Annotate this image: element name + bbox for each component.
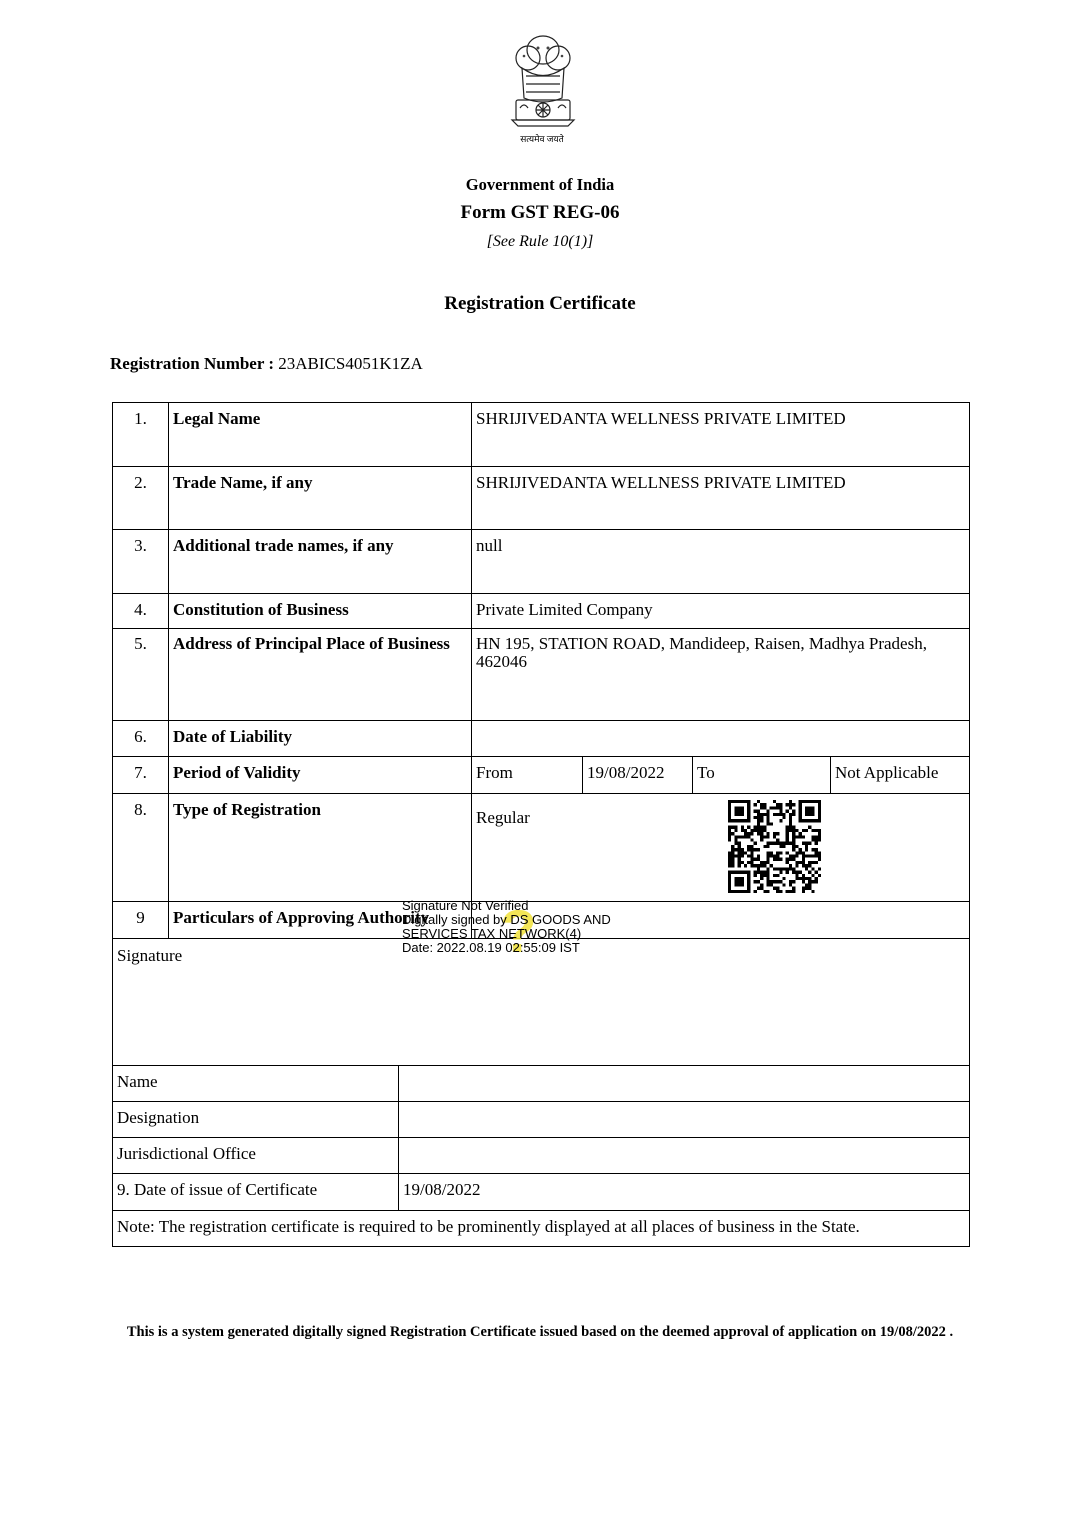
registration-number-value: 23ABICS4051K1ZA	[278, 354, 423, 373]
row-number: 6.	[113, 721, 169, 757]
row-label: Type of Registration	[169, 794, 472, 902]
row-number: 1.	[113, 403, 169, 467]
table-row-type-of-registration	[113, 794, 970, 902]
table-row-note	[113, 1211, 970, 1247]
display-note: Note: The registration certificate is required to be prominently displayed at all places of business in the State.	[113, 1211, 970, 1247]
validity-to-date: Not Applicable	[831, 757, 970, 794]
row-number: 7.	[113, 757, 169, 794]
row-number: 3.	[113, 530, 169, 594]
row-value: Private Limited Company	[472, 594, 970, 629]
designation-label: Designation	[113, 1102, 399, 1138]
row-label: Period of Validity	[169, 757, 472, 794]
page-title: Registration Certificate	[444, 293, 636, 314]
question-mark-icon: ?	[500, 898, 537, 965]
table-row-legal-name	[113, 403, 970, 467]
row-label: Constitution of Business	[169, 594, 472, 629]
table-row-date-of-issue	[113, 1174, 970, 1211]
designation-value	[399, 1102, 970, 1138]
table-row-name	[113, 1066, 970, 1102]
registration-number-line	[110, 354, 423, 374]
table-row-designation	[113, 1102, 970, 1138]
table-row-constitution	[113, 594, 970, 629]
office-label: Jurisdictional Office	[113, 1138, 399, 1174]
name-label: Name	[113, 1066, 399, 1102]
row-number: 2.	[113, 467, 169, 530]
rule-reference: [See Rule 10(1)]	[486, 233, 594, 250]
row-value: SHRIJIVEDANTA WELLNESS PRIVATE LIMITED	[472, 467, 970, 530]
row-label: Date of Liability	[169, 721, 472, 757]
issue-date-label: 9. Date of issue of Certificate	[113, 1174, 399, 1211]
issue-date-value: 19/08/2022	[399, 1174, 970, 1211]
row-value: Regular	[472, 794, 970, 902]
validity-from-date: 19/08/2022	[583, 757, 693, 794]
row-label: Legal Name	[169, 403, 472, 467]
table-row-address	[113, 629, 970, 721]
signature-status: Signature Not Verified	[402, 898, 529, 913]
table-row-trade-name	[113, 467, 970, 530]
signature-date: Date: 2022.08.19 02:55:09 IST	[402, 940, 580, 955]
name-value	[399, 1066, 970, 1102]
row-value	[472, 721, 970, 757]
table-row-date-of-liability	[113, 721, 970, 757]
signature-signer-cont: SERVICES TAX NETWORK(4)	[402, 926, 582, 941]
row-value: SHRIJIVEDANTA WELLNESS PRIVATE LIMITED	[472, 403, 970, 467]
form-title: Form GST REG-06	[460, 202, 620, 223]
office-value	[399, 1138, 970, 1174]
row-label: Particulars of Approving Authority	[169, 902, 472, 939]
table-row-jurisdictional-office	[113, 1138, 970, 1174]
validity-from-label: From	[472, 757, 583, 794]
signature-label: Signature	[113, 939, 970, 1066]
government-heading: Government of India	[465, 175, 615, 194]
emblem-motto: सत्यमेव जयते	[520, 134, 564, 144]
row-value: HN 195, STATION ROAD, Mandideep, Raisen, Madhya Pradesh, 462046	[472, 629, 970, 721]
registration-number-label: Registration Number :	[110, 354, 274, 373]
state-emblem-logo	[498, 28, 588, 148]
table-row-period-of-validity	[113, 757, 970, 794]
digital-signature-stamp	[402, 899, 611, 955]
row-number: 4.	[113, 594, 169, 629]
row-label: Additional trade names, if any	[169, 530, 472, 594]
table-row-signature	[113, 939, 970, 1066]
validity-to-label: To	[693, 757, 831, 794]
row-number: 5.	[113, 629, 169, 721]
qr-code	[728, 800, 821, 893]
row-number: 8.	[113, 794, 169, 902]
row-label: Address of Principal Place of Business	[169, 629, 472, 721]
table-row-additional-trade-names	[113, 530, 970, 594]
row-number: 9	[113, 902, 169, 939]
footer-note: This is a system generated digitally signed Registration Certificate issued based on the deemed approval of application on 19/08/2022 .	[126, 1324, 954, 1340]
registration-details-table	[112, 402, 970, 1247]
row-value: null	[472, 530, 970, 594]
signature-signer: Digitally signed by DS GOODS AND	[402, 912, 611, 927]
qr-modules	[728, 800, 821, 893]
row-label: Trade Name, if any	[169, 467, 472, 530]
